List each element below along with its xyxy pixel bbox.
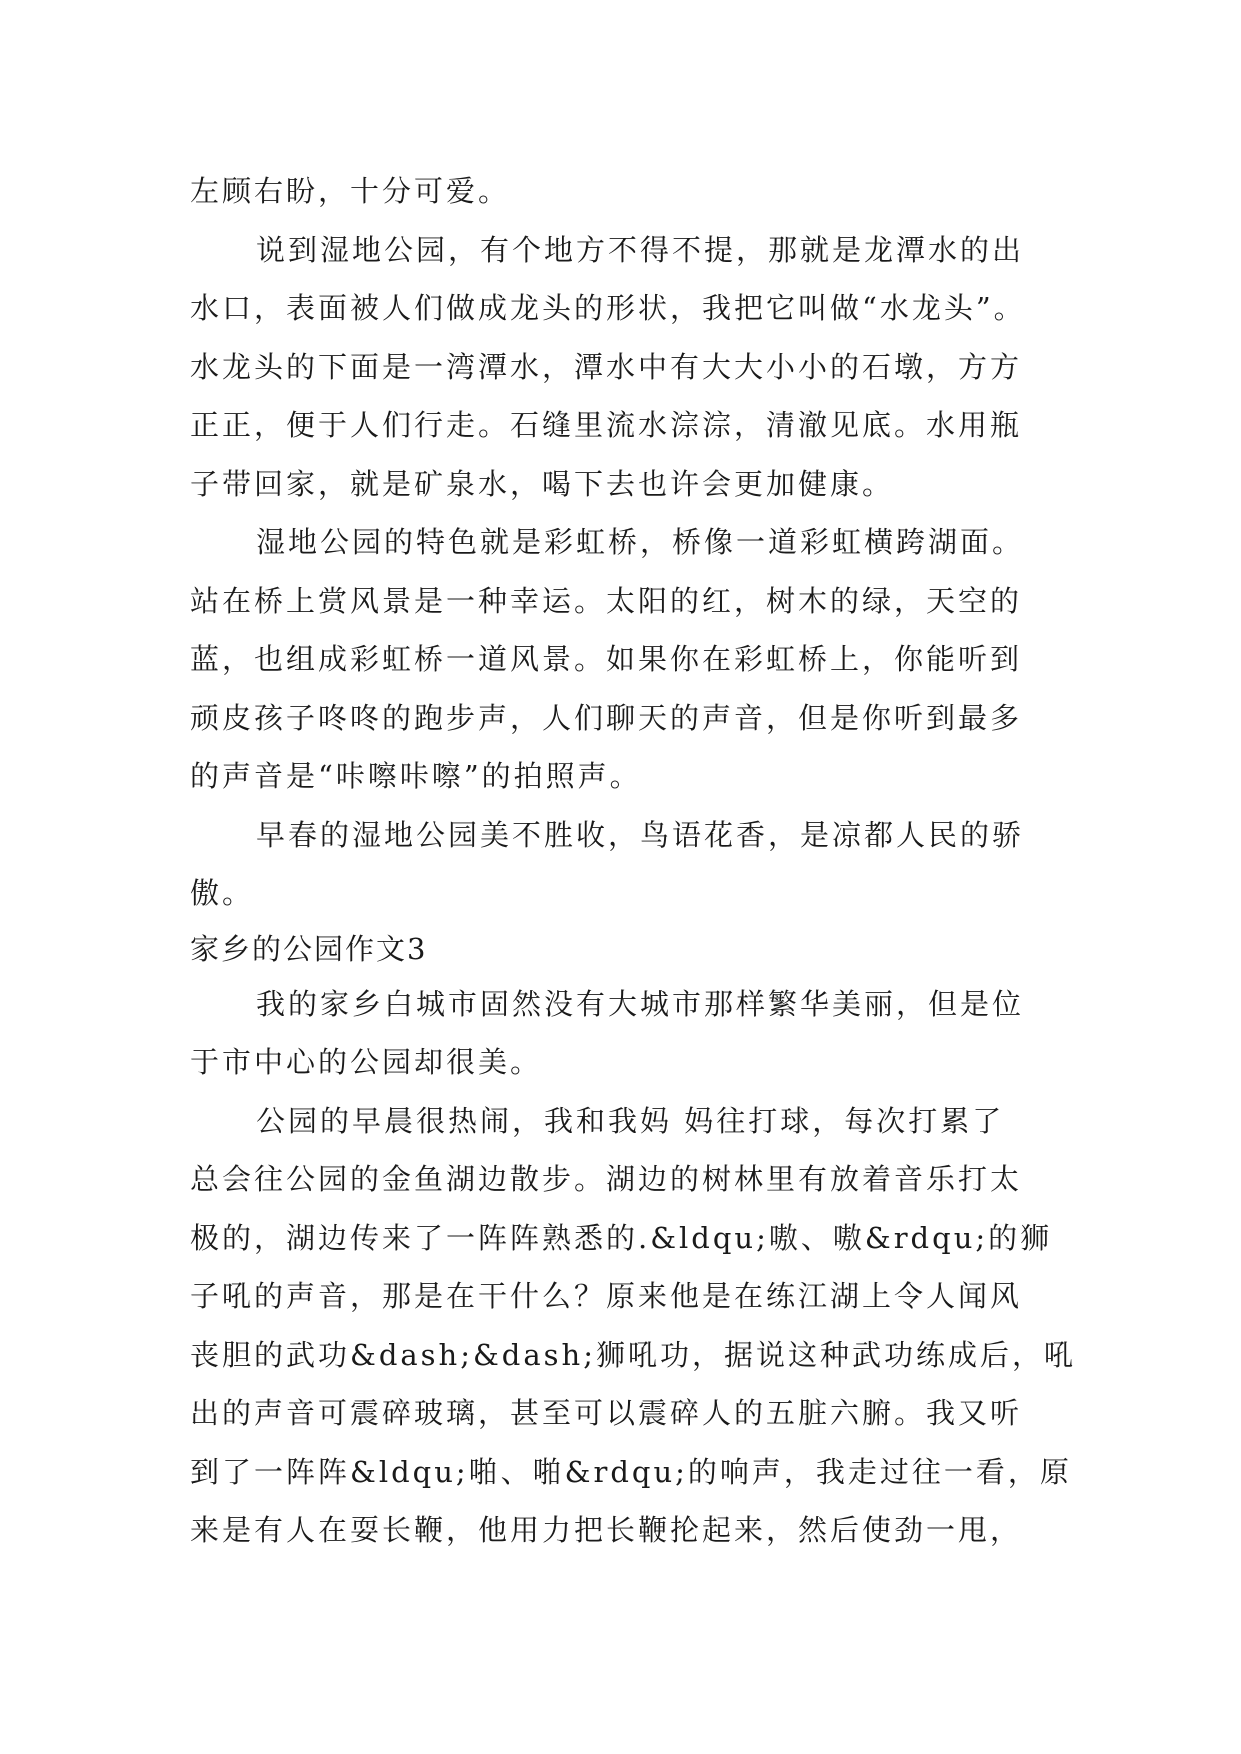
- text-line: 站在桥上赏风景是一种幸运。太阳的红，树木的绿，天空的: [190, 583, 1023, 618]
- text-line: 子带回家，就是矿泉水，喝下去也许会更加健康。: [190, 466, 895, 501]
- text-line: 总会往公园的金鱼湖边散步。湖边的树林里有放着音乐打太: [190, 1162, 1023, 1196]
- text-line: 顽皮孩子咚咚的跑步声，人们聊天的声音，但是你听到最多: [190, 700, 1023, 735]
- text-line: 于市中心的公园却很美。: [190, 1045, 543, 1079]
- paragraph-continuation: [190, 162, 1070, 221]
- text-line: 的声音是“咔嚓咔嚓”的拍照声。: [190, 759, 642, 793]
- text-line: 水口，表面被人们做成龙头的形状，我把它叫做“水龙头”。: [190, 291, 1026, 325]
- text-line: 公园的早晨很热闹，我和我妈 妈往打球，每次打累了: [256, 1103, 1005, 1138]
- text-line: 湿地公园的特色就是彩虹桥，桥像一道彩虹横跨湖面。: [256, 525, 1025, 559]
- paragraph-park-morning: [190, 1092, 1076, 1560]
- text-line: 极的，湖边传来了一阵阵熟悉的.&ldqu;嗷、嗷&rdqu;的狮: [190, 1220, 1053, 1255]
- text-line: 傲。: [190, 876, 255, 910]
- paragraph-longtan-outlet: [190, 221, 1070, 514]
- text-line: 蓝，也组成彩虹桥一道风景。如果你在彩虹桥上，你能听到: [190, 642, 1023, 676]
- paragraph-baicheng: [190, 975, 1070, 1092]
- paragraph-early-spring: [190, 806, 1070, 923]
- paragraph-rainbow-bridge: [190, 513, 1070, 806]
- section-heading: 家乡的公园作文3: [190, 931, 428, 966]
- text-line: 早春的湿地公园美不胜收，鸟语花香，是凉都人民的骄: [256, 817, 1025, 852]
- text-line: 说到湿地公园，有个地方不得不提，那就是龙潭水的出: [256, 232, 1025, 267]
- text-line: 正正，便于人们行走。石缝里流水淙淙，清澈见底。水用瓶: [190, 408, 1023, 442]
- text-line: 丧胆的武功&dash;&dash;狮吼功，据说这种武功练成后，吼: [190, 1337, 1076, 1372]
- text-line: 左顾右盼，十分可爱。: [190, 174, 511, 208]
- text-line: 我的家乡白城市固然没有大城市那样繁华美丽，但是位: [256, 986, 1025, 1021]
- text-line: 到了一阵阵&ldqu;啪、啪&rdqu;的响声，我走过往一看，原: [190, 1454, 1072, 1489]
- document-body: [190, 162, 1076, 1560]
- text-line: 来是有人在耍长鞭，他用力把长鞭抡起来，然后使劲一甩，: [190, 1513, 1023, 1547]
- text-line: 子吼的声音，那是在干什么？原来他是在练江湖上令人闻风: [190, 1279, 1023, 1313]
- text-line: 水龙头的下面是一湾潭水，潭水中有大大小小的石墩，方方: [190, 349, 1023, 384]
- text-line: 出的声音可震碎玻璃，甚至可以震碎人的五脏六腑。我又听: [190, 1396, 1023, 1430]
